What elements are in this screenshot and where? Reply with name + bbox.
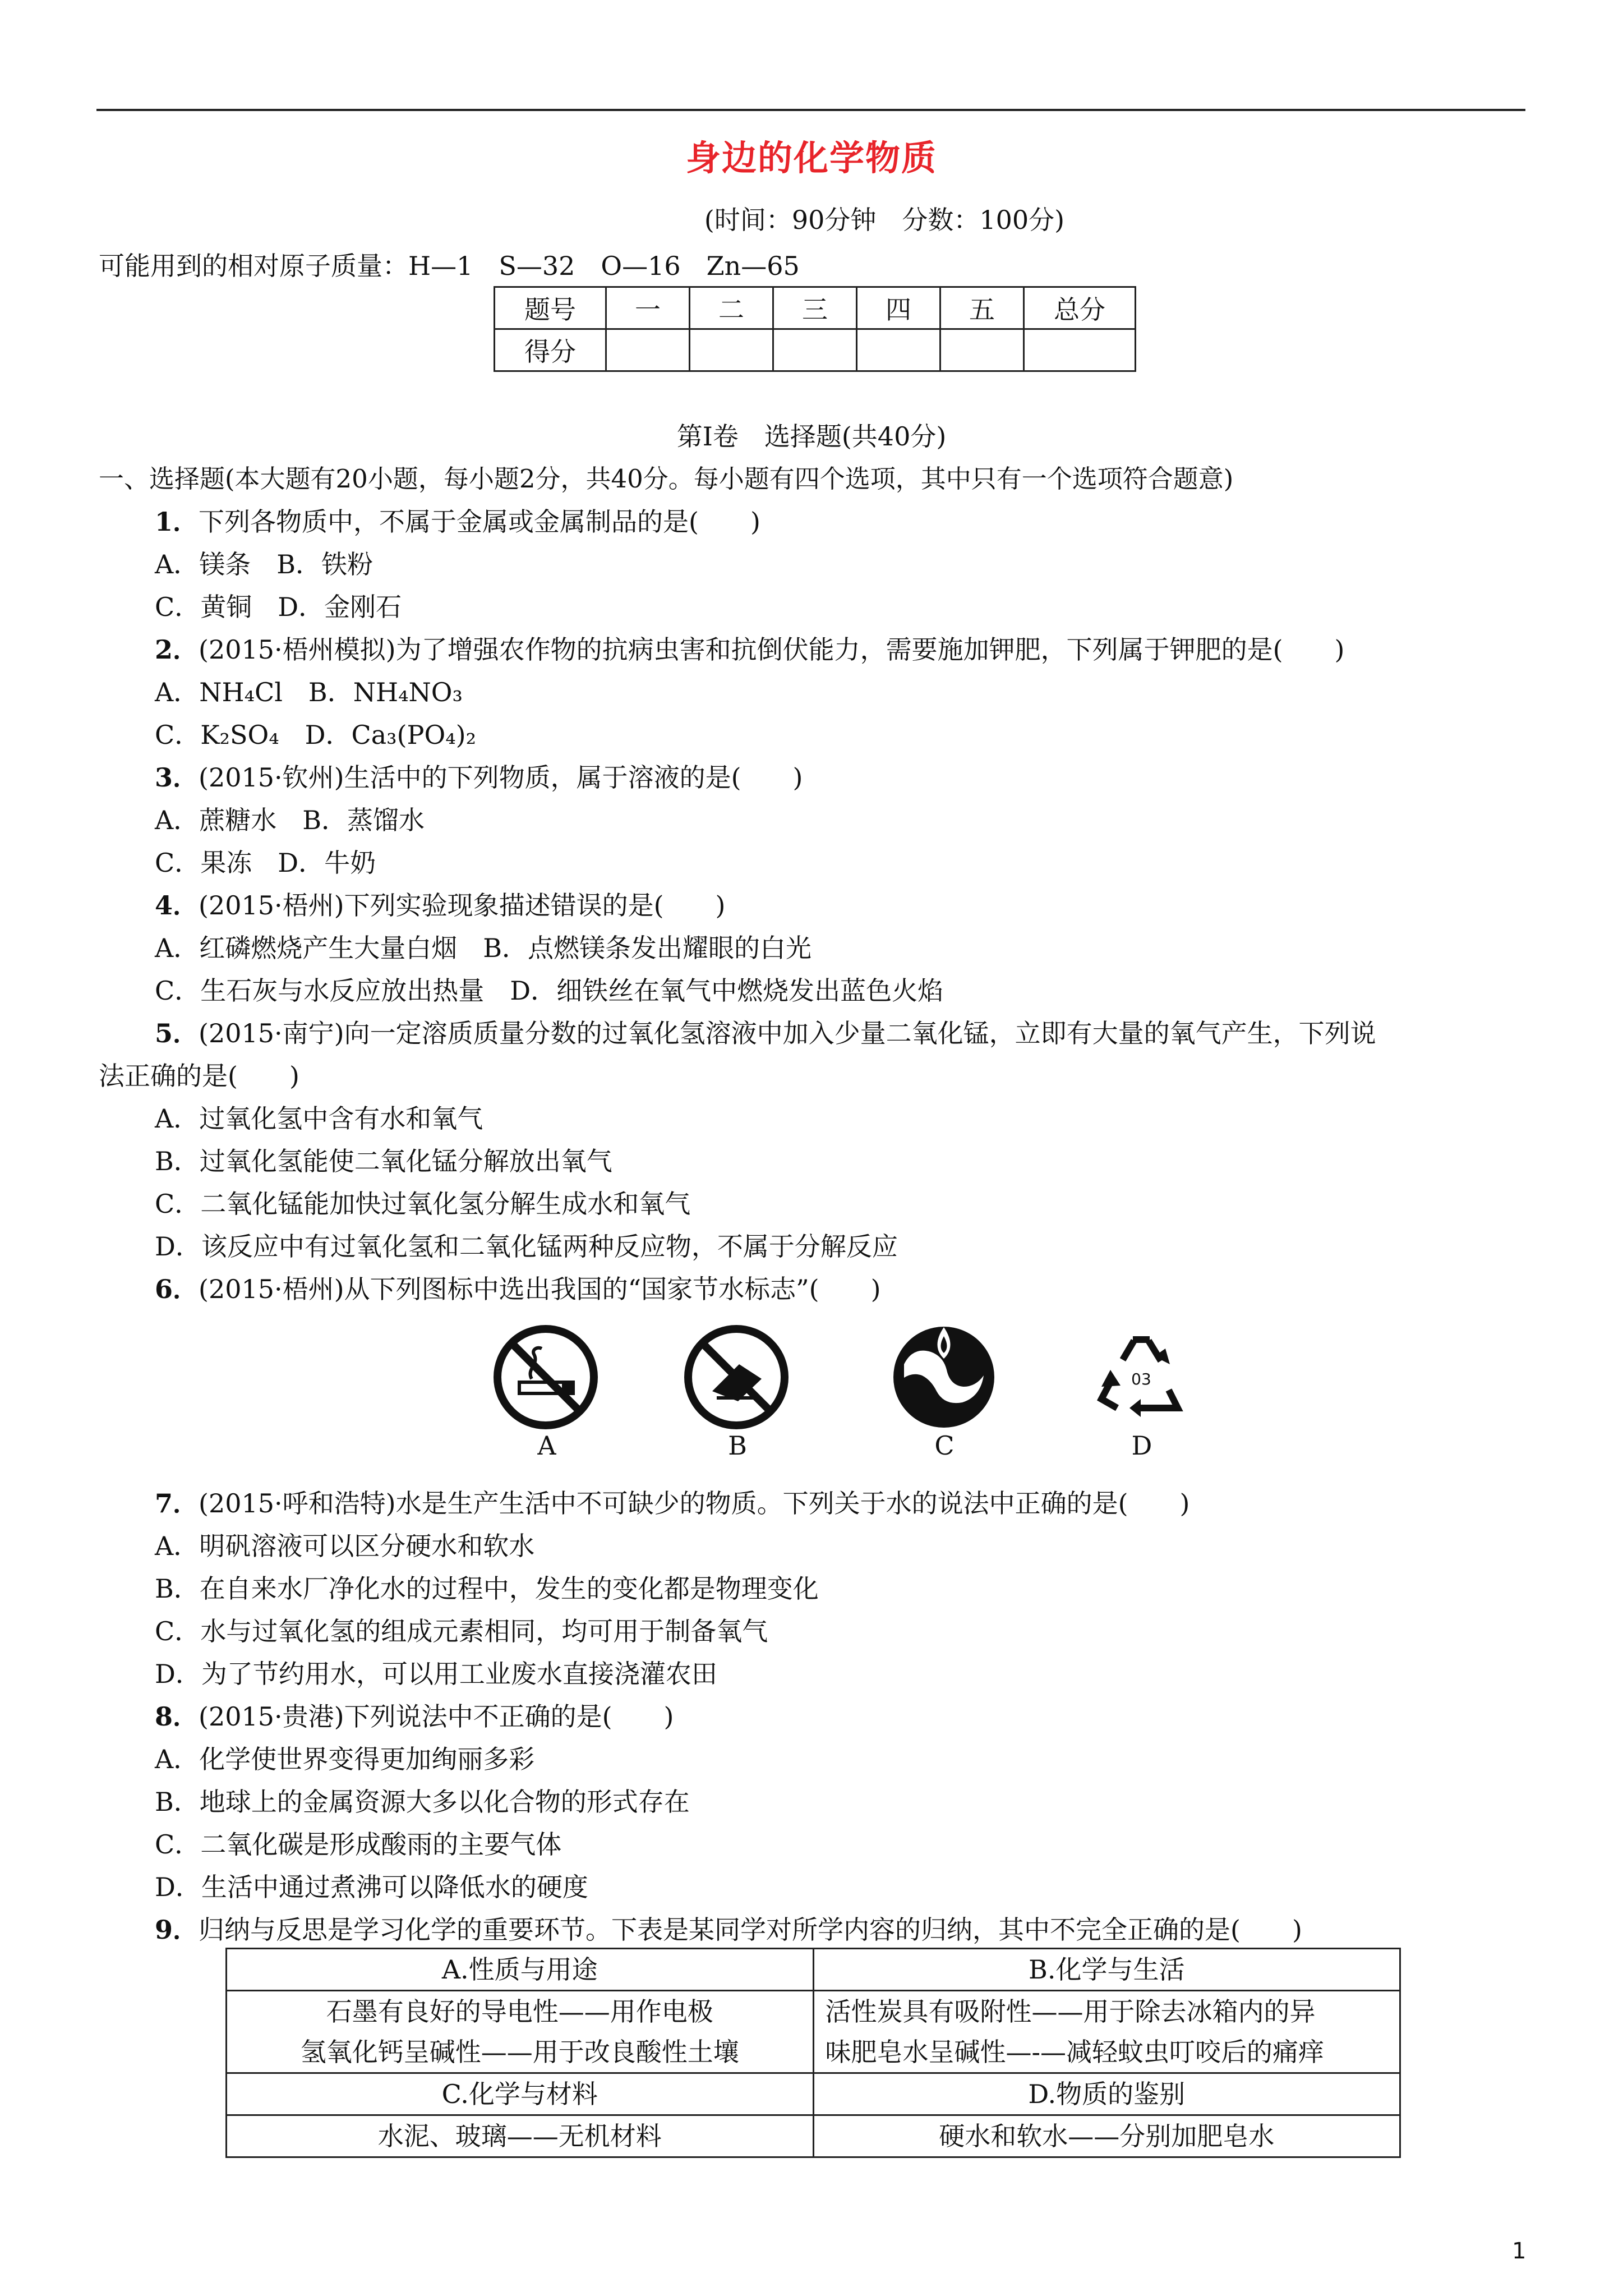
option-label-b: B xyxy=(728,1430,747,1461)
summary-line: 味肥皂水呈碱性—-—减轻蚊虫叮咬后的痛痒 xyxy=(825,2037,1325,2067)
score-header-cell: 二 xyxy=(690,287,773,329)
question-6 xyxy=(155,1272,881,1306)
summary-line: 氢氧化钙呈碱性——用于改良酸性土壤 xyxy=(300,2037,739,2067)
summary-header-c: C.化学与材料 xyxy=(227,2073,814,2115)
score-header-cell: 题号 xyxy=(495,287,606,329)
option-label-c: C xyxy=(934,1430,955,1461)
score-input-cell[interactable] xyxy=(773,329,857,371)
recycle-icon xyxy=(1088,1324,1195,1430)
option-label-d: D xyxy=(1131,1430,1152,1461)
question-7 xyxy=(155,1487,1190,1520)
question-text: (2015·梧州)从下列图标中选出我国的“国家节水标志”( ) xyxy=(199,1274,881,1304)
score-table xyxy=(494,286,1136,372)
score-input-cell[interactable] xyxy=(940,329,1024,371)
q8-option-d: D．生活中通过煮沸可以降低水的硬度 xyxy=(155,1872,588,1902)
score-input-cell[interactable] xyxy=(1024,329,1136,371)
question-number: 3． xyxy=(155,762,199,793)
q4-options-cd: C．生石灰与水反应放出热量 D．细铁丝在氧气中燃烧发出蓝色火焰 xyxy=(155,976,944,1006)
exam-meta: (时间：90分钟 分数：100分) xyxy=(704,205,1065,235)
question-9 xyxy=(155,1913,1302,1947)
q8-option-a: A．化学使世界变得更加绚丽多彩 xyxy=(155,1744,535,1774)
summary-line: 石墨有良好的导电性——用作电极 xyxy=(326,1996,713,2027)
summary-cell-d: 硬水和软水——分别加肥皂水 xyxy=(813,2115,1400,2157)
q3-options-ab: A．蔗糖水 B．蒸馏水 xyxy=(155,805,425,835)
question-text: 下列各物质中，不属于金属或金属制品的是( ) xyxy=(199,507,760,537)
q5-option-a: A．过氧化氢中含有水和氧气 xyxy=(155,1103,483,1134)
question-number: 1． xyxy=(155,507,199,537)
question-number: 7． xyxy=(155,1488,199,1519)
question-number: 4． xyxy=(155,890,199,921)
score-header-cell: 三 xyxy=(773,287,857,329)
question-text: (2015·南宁)向一定溶质质量分数的过氧化氢溶液中加入少量二氧化锰，立即有大量的氧气产生，下列说 xyxy=(199,1018,1376,1048)
question-8 xyxy=(155,1700,674,1733)
no-smoking-icon xyxy=(492,1324,599,1430)
q2-options-cd: C．K₂SO₄ D．Ca₃(PO₄)₂ xyxy=(155,720,477,750)
summary-table xyxy=(225,1948,1401,2158)
q5-option-c: C．二氧化锰能加快过氧化氢分解生成水和氧气 xyxy=(155,1189,691,1219)
water-saving-icon xyxy=(891,1324,997,1430)
score-row-label: 得分 xyxy=(495,329,606,371)
q2-options-ab: A．NH₄Cl B．NH₄NO₃ xyxy=(155,677,463,707)
q7-option-d: D．为了节约用水，可以用工业废水直接浇灌农田 xyxy=(155,1659,717,1689)
summary-header-a: A.性质与用途 xyxy=(227,1949,814,1991)
score-input-cell[interactable] xyxy=(690,329,773,371)
score-header-cell: 四 xyxy=(857,287,940,329)
question-number: 6． xyxy=(155,1274,199,1304)
question-text: 归纳与反思是学习化学的重要环节。下表是某同学对所学内容的归纳，其中不完全正确的是( ) xyxy=(199,1915,1302,1945)
question-5 xyxy=(155,1016,1376,1050)
q7-option-b: B．在自来水厂净化水的过程中，发生的变化都是物理变化 xyxy=(155,1573,819,1604)
recycle-code: 03 xyxy=(1131,1370,1151,1388)
score-header-cell: 五 xyxy=(940,287,1024,329)
q5-option-b: B．过氧化氢能使二氧化锰分解放出氧气 xyxy=(155,1146,612,1176)
question-number: 9． xyxy=(155,1915,199,1945)
summary-line: 活性炭具有吸附性——用于除去冰箱内的异 xyxy=(825,1996,1316,2027)
q7-option-a: A．明矾溶液可以区分硬水和软水 xyxy=(155,1531,535,1561)
q1-options-ab: A．镁条 B．铁粉 xyxy=(155,549,374,579)
summary-cell-a xyxy=(227,1991,814,2073)
q8-option-b: B．地球上的金属资源大多以化合物的形式存在 xyxy=(155,1787,690,1817)
q3-options-cd: C．果冻 D．牛奶 xyxy=(155,848,376,878)
question-1 xyxy=(155,505,760,539)
summary-cell-c: 水泥、玻璃——无机材料 xyxy=(227,2115,814,2157)
question-number: 2． xyxy=(155,634,199,665)
q8-option-c: C．二氧化碳是形成酸雨的主要气体 xyxy=(155,1829,562,1860)
q4-options-ab: A．红磷燃烧产生大量白烟 B．点燃镁条发出耀眼的白光 xyxy=(155,933,812,963)
question-2 xyxy=(155,633,1345,666)
score-input-cell[interactable] xyxy=(857,329,940,371)
question-number: 8． xyxy=(155,1701,199,1732)
q1-options-cd: C．黄铜 D．金刚石 xyxy=(155,592,402,622)
no-littering-icon xyxy=(683,1324,790,1430)
section-title: 第Ⅰ卷 选择题(共40分) xyxy=(676,421,947,452)
question-text: (2015·钦州)生活中的下列物质，属于溶液的是( ) xyxy=(199,762,803,793)
question-text: (2015·呼和浩特)水是生产生活中不可缺少的物质。下列关于水的说法中正确的是( ) xyxy=(199,1488,1190,1519)
summary-cell-b xyxy=(813,1991,1400,2073)
question-5-continued: 法正确的是( ) xyxy=(99,1061,299,1091)
page-title: 身边的化学物质 xyxy=(685,137,937,178)
score-header-cell: 一 xyxy=(606,287,690,329)
q5-option-d: D．该反应中有过氧化氢和二氧化锰两种反应物，不属于分解反应 xyxy=(155,1231,898,1262)
question-4 xyxy=(155,889,726,922)
section-intro: 一、选择题(本大题有20小题，每小题2分，共40分。每小题有四个选项，其中只有一个选项符合题意) xyxy=(99,464,1234,494)
atomic-mass-note: 可能用到的相对原子质量：H—1 S—32 O—16 Zn—65 xyxy=(99,251,800,281)
question-3 xyxy=(155,761,803,794)
question-text: (2015·梧州模拟)为了增强农作物的抗病虫害和抗倒伏能力，需要施加钾肥，下列属于钾肥的是( ) xyxy=(199,634,1345,665)
q7-option-c: C．水与过氧化氢的组成元素相同，均可用于制备氧气 xyxy=(155,1616,768,1646)
question-text: (2015·贵港)下列说法中不正确的是( ) xyxy=(199,1701,674,1732)
question-text: (2015·梧州)下列实验现象描述错误的是( ) xyxy=(199,890,726,921)
option-label-a: A xyxy=(537,1430,556,1461)
score-header-cell: 总分 xyxy=(1024,287,1136,329)
summary-header-d: D.物质的鉴别 xyxy=(813,2073,1400,2115)
question-number: 5． xyxy=(155,1018,199,1048)
score-input-cell[interactable] xyxy=(606,329,690,371)
summary-header-b: B.化学与生活 xyxy=(813,1949,1400,1991)
header-rule xyxy=(96,109,1525,111)
page-number: 1 xyxy=(1512,2238,1527,2264)
